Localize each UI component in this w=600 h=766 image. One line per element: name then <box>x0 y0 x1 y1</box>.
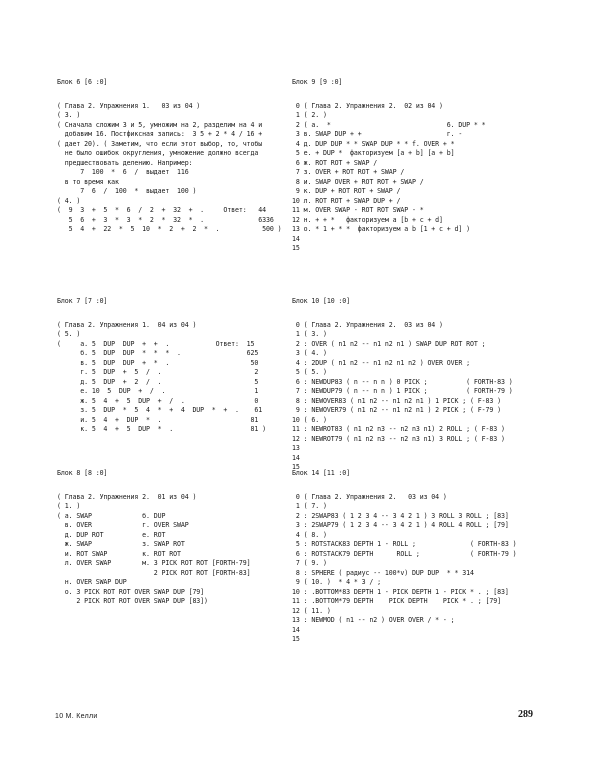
footer-signature: 10 М. Келли <box>55 713 98 720</box>
code-line: 1 ( 3. ) <box>292 330 327 338</box>
code-line: ( 1. ) <box>57 502 81 510</box>
code-line: 6 : NEWDUP83 ( n -- n n ) 0 PICK ; ( FORTH-83 ) <box>292 377 513 386</box>
code-line: 13 : NEWMOD ( n1 -- n2 ) OVER OVER / * - ; <box>292 616 455 624</box>
code-line: 2 : 2SWAP83 ( 1 2 3 4 -- 3 4 2 1 ) 3 ROLL 3 ROLL ; [83] <box>292 511 509 520</box>
code-line: 6 : ROTSTACK79 DEPTH ROLL ; ( FORTH-79 ) <box>292 549 517 558</box>
code-line: 12 : NEWROT79 ( n1 n2 n3 -- n2 n3 n1) 3 ROLL ; ( F-83 ) <box>292 434 505 443</box>
block-header: Блок 8 [8 :0] <box>57 469 108 477</box>
code-line: ( Глава 2. Упражнения 2. 01 из 04 ) <box>57 492 197 501</box>
code-line: 1 ( 7. ) <box>292 502 327 510</box>
code-line: 10 ( 6. ) <box>292 415 327 424</box>
code-line: з. 5 DUP * 5 4 * + 4 DUP * + . 61 <box>57 406 263 414</box>
code-line: ( 9 3 + 5 * 6 / 2 + 32 + . Ответ: 44 <box>57 206 266 214</box>
code-line: ж. SWAP з. SWAP ROT <box>57 540 185 548</box>
code-line: 0 ( Глава 2. Упражнения 2. 02 из 04 ) <box>292 101 443 110</box>
code-line: и. ROT SWAP к. ROT ROT <box>57 549 181 558</box>
code-line: 15 <box>292 635 300 643</box>
code-line: 5 4 + 22 * 5 10 * 2 + 2 * . 500 ) <box>57 225 282 233</box>
code-line: л. OVER SWAP м. 3 PICK ROT ROT [FORTH-79] <box>57 559 251 567</box>
code-line: 2 ( а. * 6. DUP * * <box>292 120 486 129</box>
code-line: 3 в. SWAP DUP + + г. - <box>292 130 463 138</box>
code-line: 9 : NEWOVER79 ( n1 n2 -- n1 n2 n1 ) 2 PICK ; ( F-79 ) <box>292 406 501 414</box>
code-line: 11 : NEWROT83 ( n1 n2 n3 -- n2 n3 n1) 2 ROLL ; ( F-83 ) <box>292 425 505 433</box>
code-line: 15 <box>292 244 300 252</box>
code-line: ( 3. ) <box>57 111 81 119</box>
code-line: 8 и. SWAP OVER + ROT ROT + SWAP / <box>292 177 424 186</box>
code-line: 15 <box>292 463 300 471</box>
code-line: 9 ( 10. ) * 4 * 3 / ; <box>292 578 382 586</box>
block-header: Блок 10 [10 :0] <box>292 297 351 305</box>
code-line: ( 4. ) <box>57 196 81 205</box>
code-line: 5 6 + 3 * 3 * 2 * 32 * . 6336 <box>57 215 274 224</box>
block-header: Блок 14 [11 :0] <box>292 469 351 477</box>
block-6 <box>57 78 281 235</box>
code-line: д. DUP ROT е. ROT <box>57 530 166 539</box>
code-line: ( Сначала сложим 3 и 5, умножим на 2, разделим на 4 и <box>57 120 263 129</box>
code-line: ( Глава 2. Упражнения 1. 04 из 04 ) <box>57 320 197 329</box>
code-line: в. OVER г. OVER SWAP <box>57 521 189 529</box>
code-line: 7 з. OVER + ROT ROT + SWAP / <box>292 168 405 176</box>
code-line: 14 <box>292 234 300 243</box>
code-line: добавим 16. Постфиксная запись: 3 5 + 2 * 4 / 16 + <box>57 130 263 138</box>
code-line: 7 ( 9. ) <box>292 559 327 567</box>
code-line: ( а. 5 DUP DUP + + . Ответ: 15 <box>57 339 255 348</box>
code-line: 7 100 * 6 / выдает 116 <box>57 168 189 176</box>
block-9 <box>292 78 486 254</box>
code-line: ( Глава 2. Упражнения 1. 03 из 04 ) <box>57 101 201 110</box>
code-line: 5 е. + DUP * факторизуем [a + b] [a + b] <box>292 149 455 157</box>
block-14 <box>292 469 516 645</box>
code-line: д. 5 DUP + 2 / . 5 <box>57 377 259 386</box>
code-line: 2 : OVER ( n1 n2 -- n1 n2 n1 ) SWAP DUP ROT ROT ; <box>292 339 486 348</box>
code-line: г. 5 DUP + 5 / . 2 <box>57 368 259 376</box>
code-line: 9 к. DUP + ROT ROT + SWAP / <box>292 187 401 195</box>
code-line: ( дает 20). ( Заметим, что если этот выбор, то, чтобы <box>57 139 263 148</box>
code-line: в. 5 DUP DUP + * . 50 <box>57 358 259 367</box>
code-line: е. 10 5 DUP + / . 1 <box>57 387 259 395</box>
block-10 <box>292 297 513 473</box>
code-line: 5 : ROTSTACK83 DEPTH 1 - ROLL ; ( FORTH-83 ) <box>292 540 517 548</box>
code-line: 0 ( Глава 2. Упражнения 2. 03 из 04 ) <box>292 320 443 329</box>
code-line: 4 : 2DUP ( n1 n2 -- n1 n2 n1 n2 ) OVER OVER ; <box>292 358 471 367</box>
block-header: Блок 6 [6 :0] <box>57 78 108 86</box>
code-line: 14 <box>292 453 300 462</box>
code-line: 13 о. * 1 + * * факторизуем a b [1 + c + d] ) <box>292 225 471 233</box>
code-line: 7 : NEWDUP79 ( n -- n n ) 1 PICK ; ( FORTH-79 ) <box>292 387 513 395</box>
code-line: 4 ( 8. ) <box>292 530 327 539</box>
code-line: 0 ( Глава 2. Упражнения 2. 03 из 04 ) <box>292 492 447 501</box>
code-line: б. 5 DUP DUP * * * . 625 <box>57 349 259 357</box>
code-line: о. 3 PICK ROT ROT OVER SWAP DUP [79] <box>57 587 205 596</box>
code-line: к. 5 4 + 5 DUP * . 81 ) <box>57 425 266 433</box>
block-8 <box>57 469 251 607</box>
page-number: 289 <box>518 709 533 720</box>
code-line: в то время как <box>57 177 119 186</box>
code-line: предшествовать делению. Например: <box>57 158 193 167</box>
code-line: 3 ( 4. ) <box>292 349 327 357</box>
code-line: 8 : SPHERE ( радиус -- 100*v) DUP DUP * * 314 <box>292 568 474 577</box>
code-line: 2 PICK ROT ROT [FORTH-83] <box>57 568 251 577</box>
code-line: 5 ( 5. ) <box>292 368 327 376</box>
code-line: 10 : .BOTTOM*83 DEPTH 1 - PICK DEPTH 1 - PICK * . ; [83] <box>292 587 509 596</box>
code-line: ( 5. ) <box>57 330 81 338</box>
code-line: ж. 5 4 + 5 DUP + / . 0 <box>57 396 259 405</box>
code-line: ( а. SWAP б. DUP <box>57 511 166 520</box>
code-line: 2 PICK ROT ROT OVER SWAP DUP [83]) <box>57 597 208 605</box>
code-line: и. 5 4 + DUP * . 81 <box>57 415 259 424</box>
block-7 <box>57 297 266 435</box>
code-line: 7 6 / 100 * выдает 100 ) <box>57 187 197 195</box>
code-line: 3 : 2SWAP79 ( 1 2 3 4 -- 3 4 2 1 ) 4 ROLL 4 ROLL ; [79] <box>292 521 509 529</box>
code-line: 8 : NEWOVER83 ( n1 n2 -- n1 n2 n1 ) 1 PICK ; ( F-83 ) <box>292 396 501 405</box>
block-header: Блок 9 [9 :0] <box>292 78 343 86</box>
code-line: 12 н. + + * факторизуем a [b + c + d] <box>292 215 443 224</box>
code-line: 10 л. ROT ROT + SWAP DUP + / <box>292 196 401 205</box>
code-line: не было ошибок округления, умножение должно всегда <box>57 149 259 157</box>
block-header: Блок 7 [7 :0] <box>57 297 108 305</box>
code-line: 11 м. OVER SWAP - ROT ROT SWAP - * <box>292 206 424 214</box>
code-line: 4 д. DUP DUP * * SWAP DUP * * f. OVER + * <box>292 139 455 148</box>
code-line: 12 ( 11. ) <box>292 606 331 615</box>
code-line: 6 ж. ROT ROT + SWAP / <box>292 158 378 167</box>
code-line: 13 <box>292 444 300 452</box>
code-line: 11 : .BOTTOM*79 DEPTH PICK DEPTH PICK * . ; [79] <box>292 597 501 605</box>
code-line: 1 ( 2. ) <box>292 111 327 119</box>
code-line: н. OVER SWAP DUP <box>57 578 127 586</box>
code-line: 14 <box>292 625 300 634</box>
